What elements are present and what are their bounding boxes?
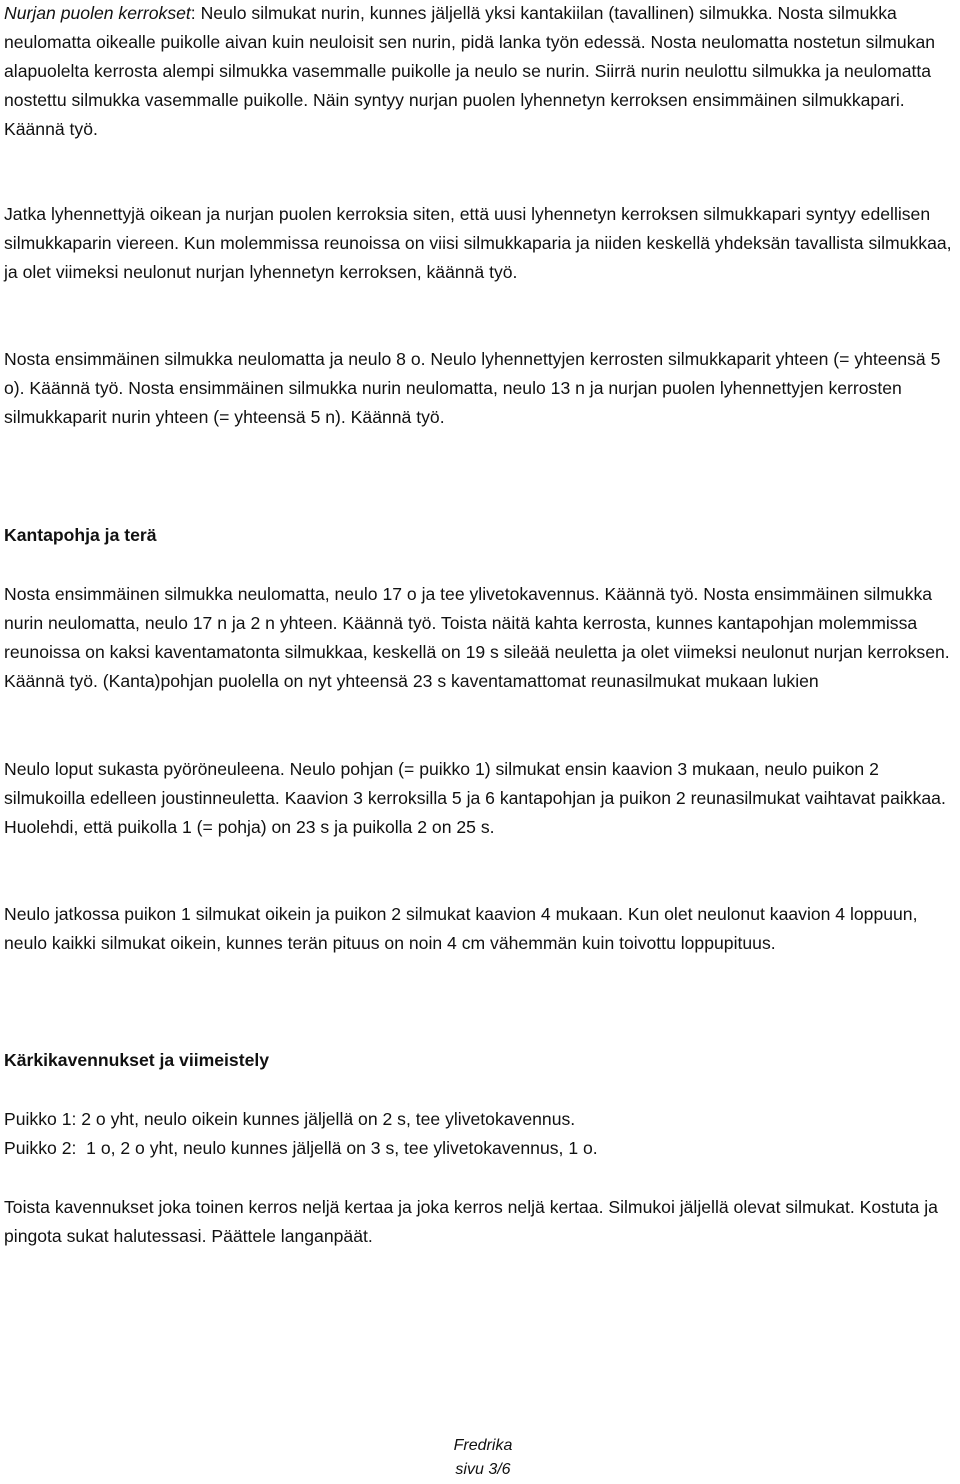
paragraph-foot-length [4,900,954,958]
paragraph-foot-round [4,755,954,842]
intro-paragraph [4,0,954,144]
footer-page-number: sivu 3/6 [455,1461,511,1478]
intro-label: Nurjan puolen kerrokset [4,3,191,23]
section-heading: Kärkikavennukset ja viimeistely [4,1050,270,1070]
paragraph-heel-flap [4,580,954,696]
paragraph-text: Nosta ensimmäinen silmukka neulomatta ja neulo 8 o. Neulo lyhennettyjen kerrosten silmukkaparit yhteen (= yhteensä 5 o). Käännä työ. Nosta ensimmäinen silmukka nurin neulomatta, neulo 13 n ja nurjan puolen lyhennettyjen kerrosten silmukkaparit nurin yhteen (= yhteensä 5 n). Käännä työ. [4,349,941,427]
paragraph-text: Neulo loput sukasta pyöröneuleena. Neulo pohjan (= puikko 1) silmukat ensin kaavion 3 mukaan, neulo puikon 2 silmukoilla edelleen joustinneuletta. Kaavion 3 kerroksilla 5 ja 6 kantapohjan ja puikon 2 reunasilmukat vaihtavat paikkaa. Huolehdi, että puikolla 1 (= pohja) on 23 s ja puikolla 2 on 25 s. [4,759,946,837]
footer-author: Fredrika [453,1437,513,1454]
section-kantapohja [4,521,954,550]
paragraph-text: Neulo jatkossa puikon 1 silmukat oikein ja puikon 2 silmukat kaavion 4 mukaan. Kun olet neulonut kaavion 4 loppuun, neulo kaikki silmukat oikein, kunnes terän pituus on noin 4 cm vähemmän kuin toivottu loppupituus. [4,904,918,953]
paragraph-continue-short-rows [4,200,954,287]
section-heading: Kantapohja ja terä [4,525,157,545]
section-karki [4,1046,954,1075]
paragraph-text: Nosta ensimmäinen silmukka neulomatta, neulo 17 o ja tee ylivetokavennus. Käännä työ. Nosta ensimmäinen silmukka nurin neulomatta, neulo 17 n ja 2 n yhteen. Käännä työ. Toista näitä kahta kerrosta, kunnes kantapohjan molemmissa reunoissa on kaksi kaventamatonta silmukkaa, keskellä on 19 s sileää neuletta ja olet viimeksi neulonut nurjan kerroksen. Käännä työ. (Kanta)pohjan puolella on nyt yhteensä 23 s kaventamattomat reunasilmukat mukaan lukien [4,584,950,691]
paragraph-text: Toista kavennukset joka toinen kerros neljä kertaa ja joka kerros neljä kertaa. Silmukoi jäljellä olevat silmukat. Kostuta ja pingota sukat halutessasi. Päättele langanpäät. [4,1197,938,1246]
paragraph-finishing [4,1193,954,1251]
intro-text: : Neulo silmukat nurin, kunnes jäljellä yksi kantakiilan (tavallinen) silmukka. Nosta silmukka neulomatta oikealle puikolle aivan kuin neuloisit sen nurin, pidä lanka työn edessä. Nosta neulomatta nostetun silmukan alapuolelta kerrosta alempi silmukka vasemmalle puikolle ja neulo se nurin. Siirrä nurin neulottu silmukka ja neulomatta nostettu silmukka vasemmalle puikolle. Näin syntyy nurjan puolen lyhennetyn kerroksen ensimmäinen silmukkapari. Käännä työ. [4,3,936,139]
page-footer [0,1434,960,1482]
paragraph-knit-pairs [4,345,954,432]
needle-2-line: Puikko 2: 1 o, 2 o yht, neulo kunnes jäljellä on 3 s, tee ylivetokavennus, 1 o. [4,1138,598,1158]
toe-decrease-instructions [4,1105,954,1163]
needle-1-line: Puikko 1: 2 o yht, neulo oikein kunnes jäljellä on 2 s, tee ylivetokavennus. [4,1109,576,1129]
paragraph-text: Jatka lyhennettyjä oikean ja nurjan puolen kerroksia siten, että uusi lyhennetyn kerroksen silmukkapari syntyy edellisen silmukkaparin viereen. Kun molemmissa reunoissa on viisi silmukkaparia ja niiden keskellä yhdeksän tavallista silmukkaa, ja olet viimeksi neulonut nurjan lyhennetyn kerroksen, käännä työ. [4,204,952,282]
